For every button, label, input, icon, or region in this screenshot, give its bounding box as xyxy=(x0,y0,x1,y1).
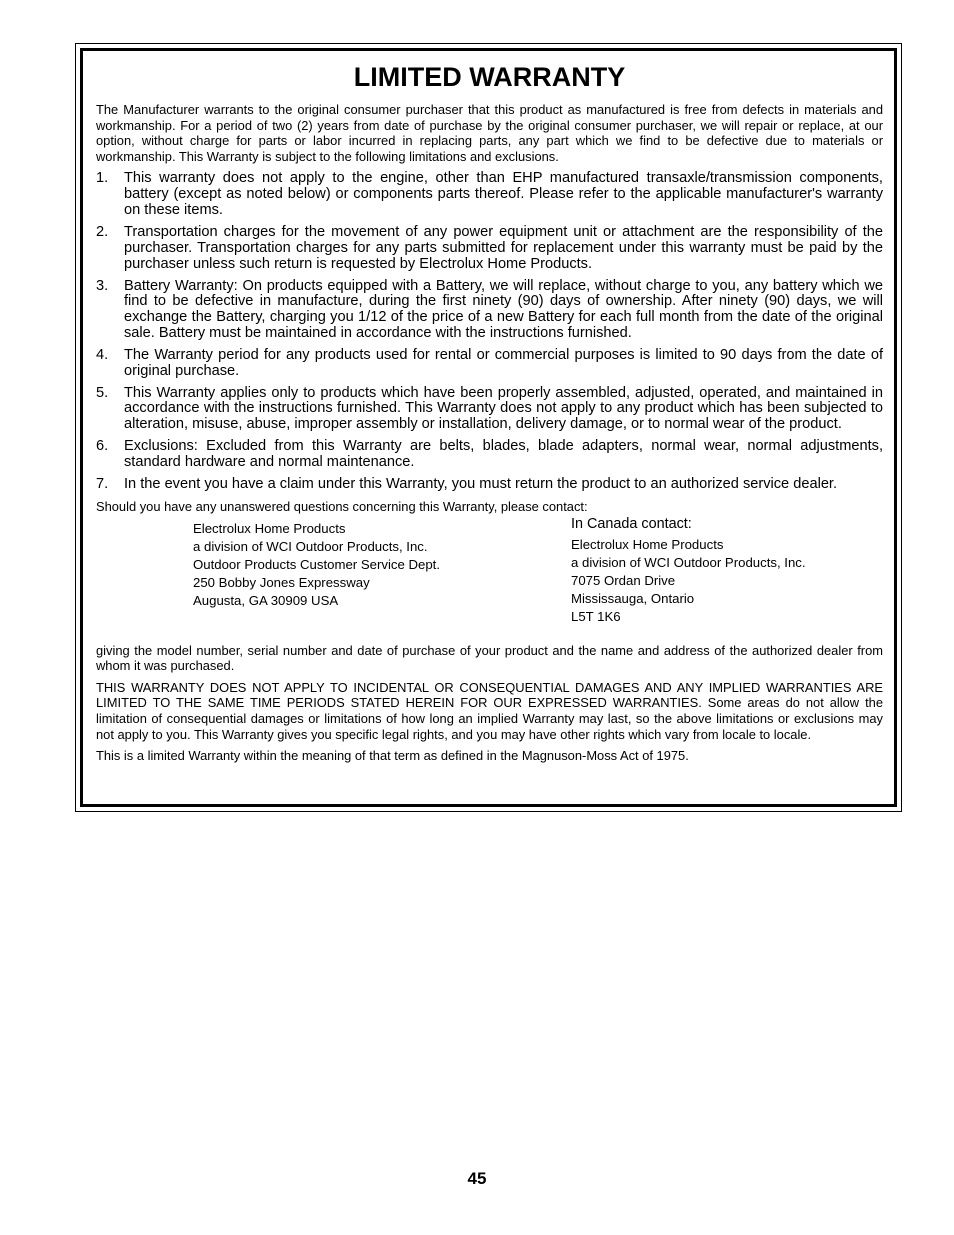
item-text: This Warranty applies only to products which have been properly assembled, adjusted, operated, and maintained in accordance with the instructions furnished. This Warranty does not apply to any product which has been subjected to alteration, misuse, abuse, improper assembly or installation, delivery damage, or to normal wear of the product. xyxy=(124,384,883,433)
warranty-item-6 xyxy=(96,439,883,471)
warranty-item-5 xyxy=(96,386,883,433)
item-text: This warranty does not apply to the engine, other than EHP manufactured transaxle/transmission components, battery (except as noted below) or components parts thereof. Please refer to the applicable manufacturer's warranty on these items. xyxy=(124,170,883,218)
us-address-line: Electrolux Home Products xyxy=(193,520,346,536)
warranty-content xyxy=(96,62,883,770)
warranty-items-list xyxy=(96,171,883,492)
disclaimer-paragraph: THIS WARRANTY DOES NOT APPLY TO INCIDENTAL OR CONSEQUENTIAL DAMAGES AND ANY IMPLIED WARRANTIES ARE LIMITED TO THE SAME TIME PERIODS STATED HEREIN FOR OUR EXPRESSED WARRANTIES. Some areas do not allow the limitation of consequential damages or limitations of how long an implied Warranty may last, so the above limitations or exclusions may not apply to you. This Warranty gives you specific legal rights, and you may have other rights which vary from locale to locale. xyxy=(96,679,883,742)
canada-address-line: a division of WCI Outdoor Products, Inc. xyxy=(571,554,806,570)
canada-address-line: 7075 Ordan Drive xyxy=(571,572,676,588)
address-section xyxy=(96,515,883,643)
canada-address-line: L5T 1K6 xyxy=(571,608,621,624)
magnuson-moss-paragraph: This is a limited Warranty within the meaning of that term as defined in the Magnuson-Moss Act of 1975. xyxy=(96,748,689,764)
contact-intro: Should you have any unanswered questions concerning this Warranty, please contact: xyxy=(96,499,588,515)
us-address-line: Outdoor Products Customer Service Dept. xyxy=(193,556,441,572)
item-text: Exclusions: Excluded from this Warranty are belts, blades, blade adapters, normal wear, normal adjustments, standard hardware and normal maintenance. xyxy=(124,438,883,471)
item-text: Transportation charges for the movement of any power equipment unit or attachment are the responsibility of the purchaser. Transportation charges for any parts submitted for replacement under this warranty must be paid by the purchaser unless such return is requested by Electrolux Home Products. xyxy=(124,223,883,272)
item-number: 5. xyxy=(96,384,109,401)
us-address-line: Augusta, GA 30909 USA xyxy=(193,592,339,608)
page-number: 45 xyxy=(467,1169,487,1188)
item-number: 1. xyxy=(96,170,109,187)
item-text: In the event you have a claim under this Warranty, you must return the product to an authorized service dealer. xyxy=(124,476,838,493)
us-address xyxy=(193,520,440,610)
warranty-item-4 xyxy=(96,348,883,380)
item-number: 2. xyxy=(96,223,109,240)
item-number: 6. xyxy=(96,438,109,455)
page-title: LIMITED WARRANTY xyxy=(353,62,626,92)
intro-paragraph: The Manufacturer warrants to the original consumer purchaser that this product as manufactured is free from defects in materials and workmanship. For a period of two (2) years from date of purchase by the original consumer purchaser, we will repair or replace, at our option, without charge for parts or labor incurred in replacing parts, any part which we find to be defective due to materials or workmanship. This Warranty is subject to the following limitations and exclusions. xyxy=(96,102,883,164)
warranty-item-3 xyxy=(96,279,883,342)
item-number: 7. xyxy=(96,476,109,493)
canada-address-line: Mississauga, Ontario xyxy=(571,590,695,606)
giving-details-paragraph: giving the model number, serial number and date of purchase of your product and the name and address of the authorized dealer from whom it was purchased. xyxy=(96,642,883,674)
item-number: 4. xyxy=(96,346,109,363)
canada-address xyxy=(571,516,806,626)
canada-contact-header: In Canada contact: xyxy=(571,515,692,532)
warranty-item-2 xyxy=(96,225,883,272)
item-text: The Warranty period for any products used for rental or commercial purposes is limited to 90 days from the date of original purchase. xyxy=(124,346,883,379)
canada-address-line: Electrolux Home Products xyxy=(571,536,724,552)
warranty-item-1 xyxy=(96,171,883,218)
us-address-line: 250 Bobby Jones Expressway xyxy=(193,574,370,590)
us-address-line: a division of WCI Outdoor Products, Inc. xyxy=(193,538,428,554)
item-text: Battery Warranty: On products equipped with a Battery, we will replace, without charge to you, any battery which we find to be defective in manufacture, during the first ninety (90) days of ownership. After ninety (90) days, we will exchange the Battery, charging you 1/12 of the price of a new Battery for each full month from the date of the original sale. Battery must be maintained in accordance with the instructions furnished. xyxy=(124,277,883,341)
item-number: 3. xyxy=(96,277,109,294)
warranty-item-7 xyxy=(96,477,883,493)
